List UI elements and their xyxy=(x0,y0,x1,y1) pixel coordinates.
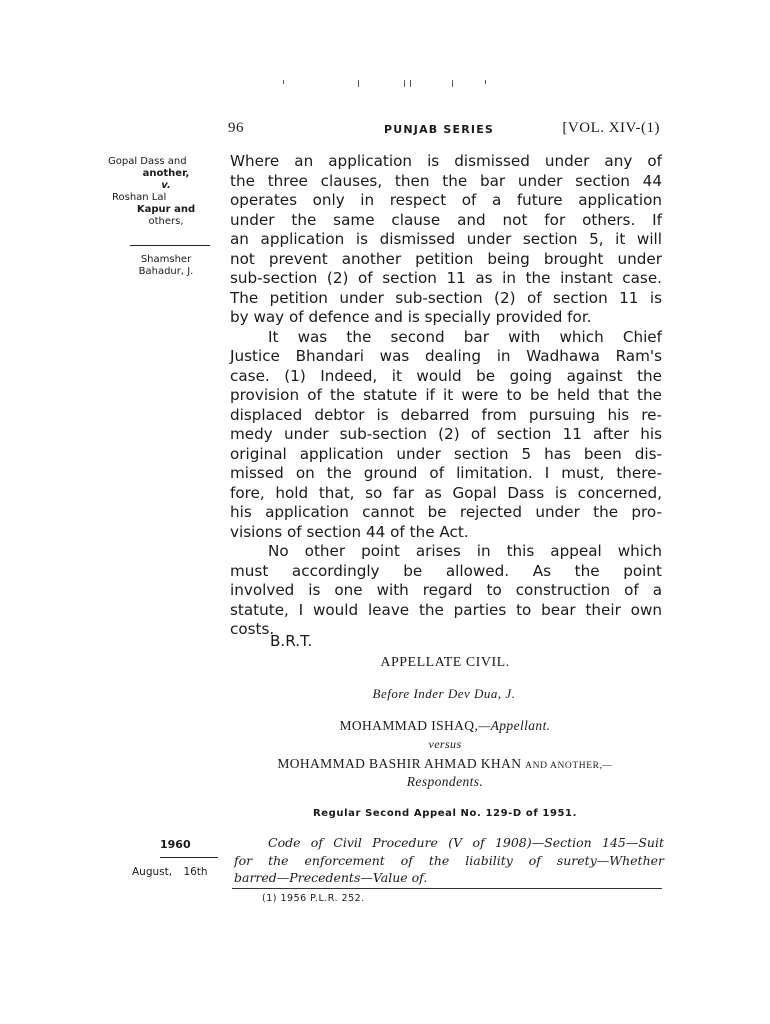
edge-mark xyxy=(410,80,411,87)
body-line: an application is dismissed under section 5, it will xyxy=(230,230,662,248)
footnote: (1) 1956 P.L.R. 252. xyxy=(262,893,365,904)
body-line: under the same clause and not for others. If xyxy=(230,210,662,229)
margin-line: Shamsher xyxy=(140,254,192,265)
margin-line: others, xyxy=(148,216,184,227)
body-line: sub-section (2) of section 11 as in the instant case. xyxy=(230,269,662,287)
series-title: PUNJAB SERIES xyxy=(384,123,495,136)
respondent-line xyxy=(0,756,770,772)
margin-line: another, xyxy=(142,168,190,179)
edge-mark xyxy=(452,80,453,87)
respondent-name: MOHAMMAD BASHIR AHMAD KHAN xyxy=(277,756,522,771)
margin-line: v. xyxy=(161,180,171,191)
body-line: It was the second bar with which Chief xyxy=(268,327,662,346)
decision-day: 16th xyxy=(183,866,208,878)
body-line: fore, hold that, so far as Gopal Dass is concerned, xyxy=(230,483,662,502)
bench-line: Before Inder Dev Dua, J. xyxy=(372,686,516,701)
headnote xyxy=(234,834,664,887)
page-number: 96 xyxy=(228,120,244,136)
appeal-number: Regular Second Appeal No. 129-D of 1951. xyxy=(312,808,578,819)
body-line: the three clauses, then the bar under section 44 xyxy=(230,171,662,190)
headnote-line: barred—Precedents—Value of. xyxy=(234,870,428,885)
body-line: missed on the ground of limitation. I must, there- xyxy=(230,464,662,482)
margin-line: Gopal Dass and xyxy=(108,156,187,167)
body-line: No other point arises in this appeal which xyxy=(268,542,662,560)
body-line: involved is one with regard to construction of a xyxy=(230,581,662,599)
body-line: costs. xyxy=(230,620,275,638)
margin-divider xyxy=(130,245,210,246)
body-line: medy under sub-section (2) of section 11 after his xyxy=(230,425,662,443)
body-line: statute, I would leave the parties to bear their own xyxy=(230,600,662,619)
decision-date xyxy=(132,866,208,878)
respondent-suffix: AND ANOTHER,— xyxy=(525,761,613,771)
body-line: visions of section 44 of the Act. xyxy=(230,522,469,541)
judge-margin-note xyxy=(108,254,224,278)
body-line: Where an application is dismissed under any of xyxy=(230,152,662,170)
volume-label: [VOL. XIV-(1) xyxy=(562,120,660,136)
appellant-name: MOHAMMAD ISHAQ, xyxy=(339,718,479,733)
margin-line: Kapur and xyxy=(136,204,196,215)
margin-divider xyxy=(160,857,218,858)
body-line: not prevent another petition being brought under xyxy=(230,249,662,268)
running-head xyxy=(228,120,660,140)
body-line: Justice Bhandari was dealing in Wadhawa Ram's xyxy=(230,347,662,365)
appellant-role: —Appellant. xyxy=(478,718,551,733)
body-line: must accordingly be allowed. As the point xyxy=(230,561,662,580)
headnote-line: Code of Civil Procedure (V of 1908)—Section 145—Suit xyxy=(268,835,664,850)
versus-line: versus xyxy=(428,737,462,751)
section-title: APPELLATE CIVIL. xyxy=(380,655,510,670)
body-line: displaced debtor is debarred from pursuing his re- xyxy=(230,405,662,424)
decision-month: August, xyxy=(132,866,173,878)
body-line: by way of defence and is specially provided for. xyxy=(230,308,592,326)
edge-mark xyxy=(485,80,486,84)
body-line: The petition under sub-section (2) of section 11 is xyxy=(230,288,662,307)
reporter-initials: B.R.T. xyxy=(270,632,313,650)
body-line: case. (1) Indeed, it would be going against the xyxy=(230,366,662,385)
body-line: original application under section 5 has been dis- xyxy=(230,444,662,463)
case-citation-margin-note xyxy=(108,156,224,228)
page-edge-marks xyxy=(0,80,770,92)
edge-mark xyxy=(358,80,359,87)
body-line: operates only in respect of a future application xyxy=(230,191,662,209)
edge-mark xyxy=(404,80,405,87)
body-line: his application cannot be rejected under the pro- xyxy=(230,503,662,521)
body-line: provision of the statute if it were to be held that the xyxy=(230,386,662,404)
edge-mark xyxy=(283,80,284,84)
margin-line: Roshan Lal xyxy=(112,192,167,203)
judgment-body xyxy=(230,152,662,640)
appellant-line xyxy=(0,718,770,734)
decision-year: 1960 xyxy=(160,838,191,851)
respondents-role: Respondents. xyxy=(406,774,484,789)
headnote-line: for the enforcement of the liability of surety—Whether xyxy=(234,852,664,868)
margin-line: Bahadur, J. xyxy=(138,266,194,277)
footnote-divider xyxy=(232,888,662,889)
